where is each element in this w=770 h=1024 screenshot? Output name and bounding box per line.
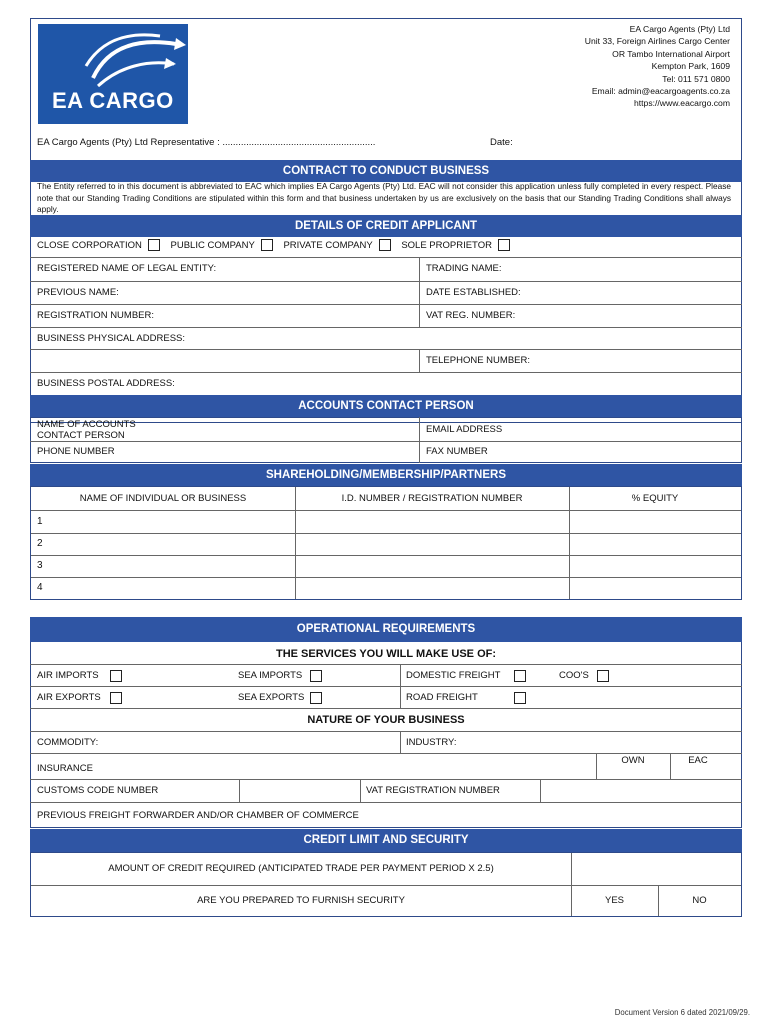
address-line: Email: admin@eacargoagents.co.za (591, 86, 730, 97)
services-title: THE SERVICES YOU WILL MAKE USE OF: (30, 643, 742, 665)
accounts-name-label (37, 419, 136, 441)
eac-label: EAC (688, 755, 708, 766)
postal-address-row (30, 373, 742, 395)
insurance-label: INSURANCE (37, 763, 93, 774)
coos-label: COO'S (559, 670, 589, 681)
credit-applicant-title: DETAILS OF CREDIT APPLICANT (30, 215, 742, 237)
registration-row (30, 305, 742, 328)
security-row (31, 885, 741, 916)
credit-limit-table (30, 852, 742, 917)
table-row (31, 510, 741, 534)
air-exports-checkbox[interactable] (110, 692, 122, 704)
customs-row (30, 780, 742, 803)
air-imports-label: AIR IMPORTS (37, 670, 99, 681)
address-line: Tel: 011 571 0800 (662, 73, 730, 84)
postal-address-label: BUSINESS POSTAL ADDRESS: (37, 378, 175, 389)
air-exports-label: AIR EXPORTS (37, 692, 101, 703)
shareholding-table (30, 486, 742, 600)
telephone-label: TELEPHONE NUMBER: (426, 355, 530, 366)
sea-imports-label: SEA IMPORTS (238, 670, 303, 681)
header-name: NAME OF INDIVIDUAL OR BUSINESS (79, 493, 247, 504)
date-established-label: DATE ESTABLISHED: (426, 287, 521, 298)
vat-reg-label: VAT REG. NUMBER: (426, 310, 516, 321)
entity-public-company: PUBLIC COMPANY (170, 240, 255, 251)
sea-exports-checkbox[interactable] (310, 692, 322, 704)
public-company-checkbox[interactable] (261, 239, 273, 251)
insurance-row (30, 754, 742, 780)
representative-label: EA Cargo Agents (Pty) Ltd Representative : .......................................................... (37, 137, 376, 148)
customs-code-label: CUSTOMS CODE NUMBER (37, 785, 159, 796)
previous-name-row (30, 282, 742, 305)
air-imports-checkbox[interactable] (110, 670, 122, 682)
company-address (430, 23, 730, 110)
previous-forwarder-label: PREVIOUS FREIGHT FORWARDER AND/OR CHAMBER OF COMMERCE (37, 810, 359, 821)
road-freight-checkbox[interactable] (514, 692, 526, 704)
no-option[interactable]: NO (692, 895, 707, 906)
sea-exports-label: SEA EXPORTS (238, 692, 305, 703)
row-number: 4 (37, 582, 43, 593)
cargo-swoosh-icon (38, 26, 188, 96)
physical-address-label: BUSINESS PHYSICAL ADDRESS: (37, 333, 186, 344)
table-row (31, 577, 741, 599)
credit-amount-label: AMOUNT OF CREDIT REQUIRED (ANTICIPATED TRADE PER PAYMENT PERIOD X 2.5) (108, 863, 494, 874)
private-company-checkbox[interactable] (379, 239, 391, 251)
security-label: ARE YOU PREPARED TO FURNISH SECURITY (197, 895, 405, 906)
industry-label: INDUSTRY: (406, 737, 457, 748)
accounts-name-line2: CONTACT PERSON (37, 430, 125, 441)
close-corporation-checkbox[interactable] (148, 239, 160, 251)
coos-checkbox[interactable] (597, 670, 609, 682)
accounts-name-line1: NAME OF ACCOUNTS (37, 419, 136, 430)
commodity-label: COMMODITY: (37, 737, 99, 748)
domestic-freight-checkbox[interactable] (514, 670, 526, 682)
address-line: EA Cargo Agents (Pty) Ltd (629, 24, 730, 34)
previous-name-label: PREVIOUS NAME: (37, 287, 119, 298)
table-row (31, 533, 741, 556)
registered-name-row (30, 258, 742, 282)
email-address-label: EMAIL ADDRESS (426, 424, 503, 435)
company-logo (38, 24, 188, 124)
row-number: 1 (37, 516, 43, 527)
table-row (31, 555, 741, 578)
physical-address-row (30, 328, 742, 350)
nature-title: NATURE OF YOUR BUSINESS (30, 709, 742, 732)
credit-limit-title: CREDIT LIMIT AND SECURITY (30, 829, 742, 852)
row-number: 3 (37, 560, 43, 571)
commodity-row (30, 732, 742, 754)
shareholding-header-row (31, 487, 741, 511)
address-line: https://www.eacargo.com (633, 98, 730, 109)
accounts-phone-row (30, 442, 742, 463)
entity-type-row (30, 236, 742, 258)
date-label: Date: (490, 137, 513, 148)
address-line: Kempton Park, 1609 (651, 61, 730, 72)
road-freight-label: ROAD FREIGHT (406, 692, 478, 703)
entity-close-corporation: CLOSE CORPORATION (37, 240, 142, 251)
vat-registration-label: VAT REGISTRATION NUMBER (366, 785, 500, 796)
yes-option[interactable]: YES (604, 895, 624, 906)
operational-title: OPERATIONAL REQUIREMENTS (30, 617, 742, 642)
domestic-freight-label: DOMESTIC FREIGHT (406, 670, 501, 681)
header-equity: % EQUITY (631, 493, 679, 504)
logo-text: EA CARGO (52, 88, 174, 113)
phone-number-label: PHONE NUMBER (37, 446, 115, 457)
sea-imports-checkbox[interactable] (310, 670, 322, 682)
previous-forwarder-row (30, 803, 742, 828)
contract-title: CONTRACT TO CONDUCT BUSINESS (30, 160, 742, 182)
entity-private-company: PRIVATE COMPANY (283, 240, 373, 251)
header-id-number: I.D. NUMBER / REGISTRATION NUMBER (341, 493, 523, 504)
sole-proprietor-checkbox[interactable] (498, 239, 510, 251)
services-row-2 (30, 687, 742, 709)
entity-sole-proprietor: SOLE PROPRIETOR (401, 240, 492, 251)
fax-number-label: FAX NUMBER (426, 446, 488, 457)
contract-text: The Entity referred to in this document is abbreviated to EAC which implies EA Cargo Agents (Pty) Ltd. EAC will not consider this application unless fully completed in every respect. Please note that our Standing Trading Conditions are stipulated within this form and that business undertaken by us are exclusively on the basis that our Standing Trading Conditions shall always apply. (37, 181, 731, 214)
services-row-1 (30, 665, 742, 687)
accounts-name-row (30, 417, 742, 442)
shareholding-title: SHAREHOLDING/MEMBERSHIP/PARTNERS (30, 464, 742, 486)
trading-name-label: TRADING NAME: (426, 263, 502, 274)
document-version: Document Version 6 dated 2021/09/29. (614, 1008, 750, 1017)
address-line: Unit 33, Foreign Airlines Cargo Center (584, 36, 730, 47)
registration-number-label: REGISTRATION NUMBER: (37, 310, 154, 321)
own-label: OWN (621, 755, 645, 766)
registered-name-label: REGISTERED NAME OF LEGAL ENTITY: (37, 263, 217, 274)
address-line: OR Tambo International Airport (612, 48, 730, 59)
row-number: 2 (37, 538, 43, 549)
accounts-contact-title: ACCOUNTS CONTACT PERSON (30, 395, 742, 417)
credit-amount-row (31, 853, 741, 886)
telephone-row (30, 350, 742, 373)
